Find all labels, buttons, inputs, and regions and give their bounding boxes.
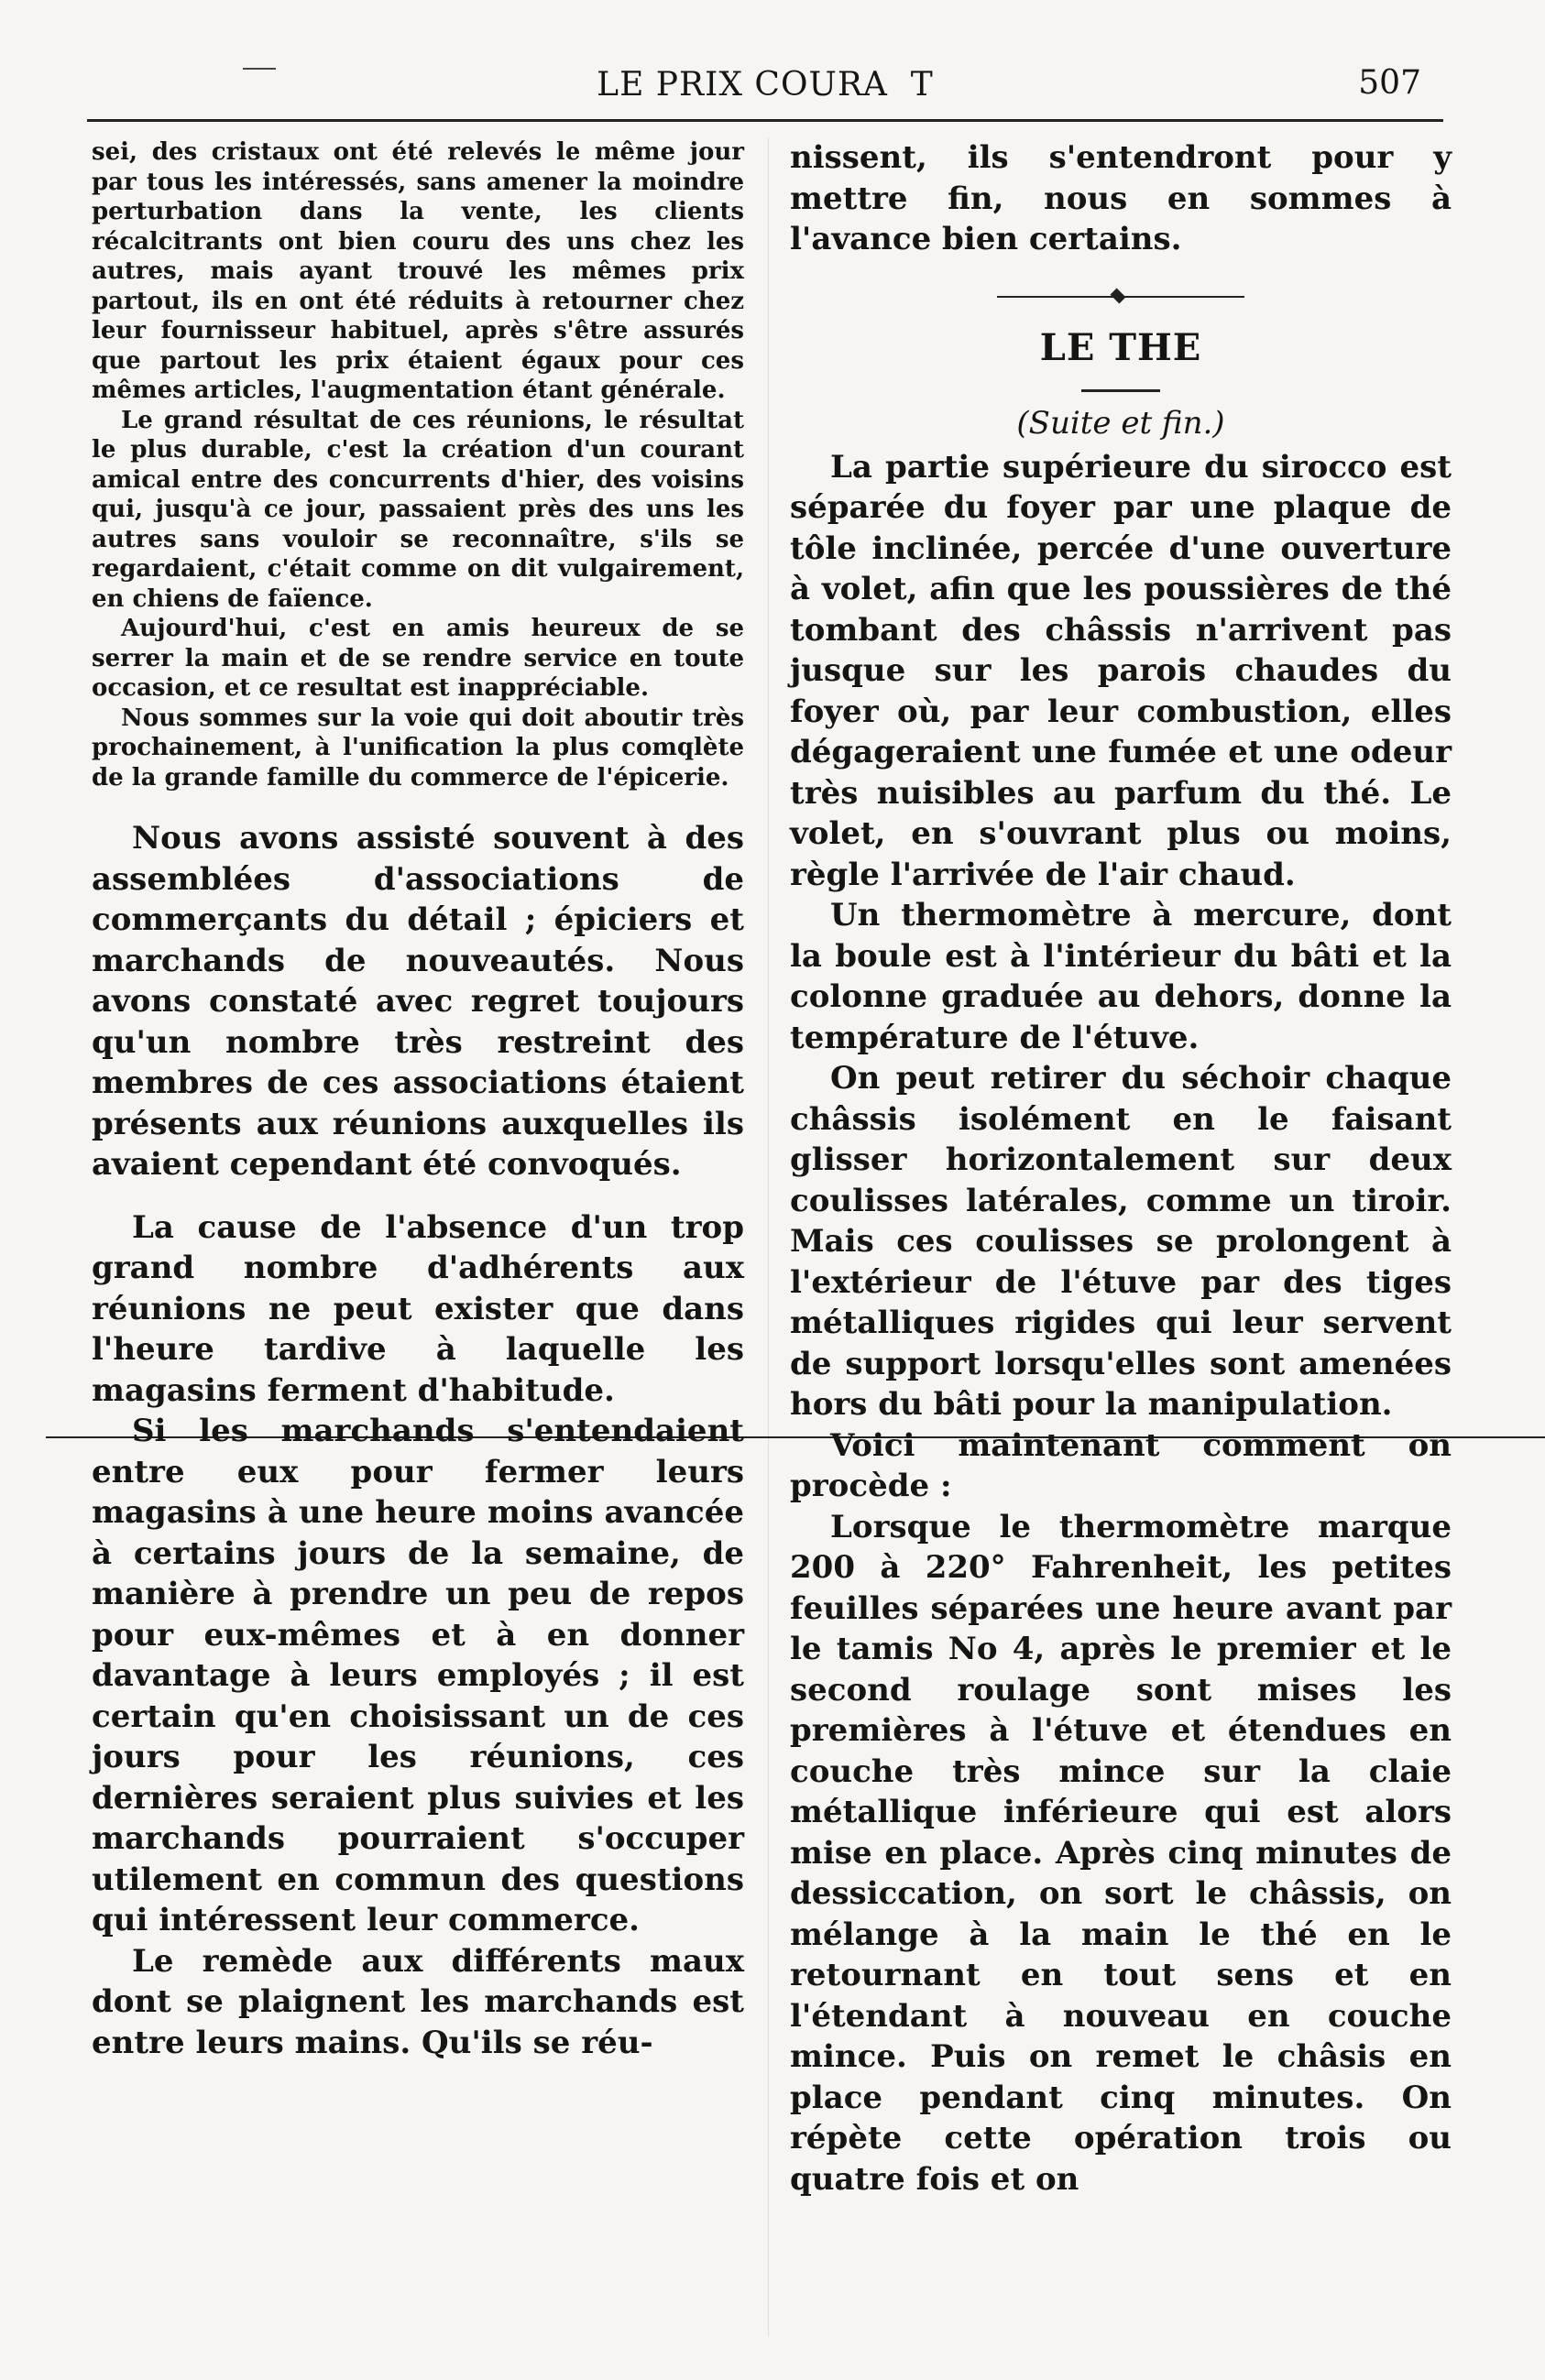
paragraph: Le remède aux différents maux dont se plaignent les marchands est entre leurs mains. Qu'ils se réu- bbox=[92, 1942, 744, 2061]
title-rule bbox=[1081, 389, 1160, 392]
paragraph: Un thermomètre à mercure, dont la boule est à l'intérieur du bâti et la colonne graduée au dehors, donne la température de l'étuve. bbox=[790, 897, 1452, 1056]
large-type-section bbox=[92, 818, 744, 2063]
paragraph: Si les marchands s'entendaient entre eux pour fermer leurs magasins à une heure moins avancée à certains jours de la semaine, de manière à prendre un peu de repos pour eux-mêmes et à en donner davantage à leurs employés ; il est certain qu'en choisissant un de ces jours pour les réunions, ces dernières seraient plus suivies et les marchands pourraient s'occuper utilement en commun des questions qui intéressent leur commerce. bbox=[92, 1413, 744, 1938]
diamond-ornament-icon bbox=[1111, 288, 1126, 303]
page-number: 507 bbox=[1358, 64, 1421, 102]
article-title: LE THE bbox=[1039, 325, 1202, 369]
left-column bbox=[92, 137, 744, 2063]
journal-title: LE PRIX COURA T bbox=[597, 66, 934, 104]
header-rule bbox=[87, 119, 1443, 122]
continued-paragraph: nissent, ils s'entendront pour y mettre fin, nous en sommes à l'avance bien certains. bbox=[790, 139, 1452, 257]
paragraph: Nous avons assisté souvent à des assemblées d'associations de commerçants du détail ; épiciers et marchands de nouveautés. Nous avons constaté avec regret toujours qu'un nombre très restreint des membres de ces associations étaient présents aux réunions auxquelles ils avaient cependant été convoqués. bbox=[92, 820, 744, 1183]
section-ornament bbox=[997, 288, 1244, 306]
small-type-section bbox=[92, 137, 744, 792]
paragraph: La partie supérieure du sirocco est séparée du foyer par une plaque de tôle inclinée, percée d'une ouverture à volet, afin que les poussières de thé tombant des châssis n'arrivent pas jusque sur les parois chaudes du foyer où, par leur combustion, elles dégageraient une fumée et une odeur très nuisibles au parfum du thé. Le volet, en s'ouvrant plus ou moins, règle l'arrivée de l'air chaud. bbox=[790, 448, 1452, 893]
paragraph: Lorsque le thermomètre marque 200 à 220° Fahrenheit, les petites feuilles séparées une heure avant par le tamis No 4, après le premier et le second roulage sont mises les premières à l'étuve et étendues en couche très mince sur la claie métallique inférieure qui est alors mise en place. Après cinq minutes de dessiccation, on sort le châssis, on mélange à la main le thé en le retournant en tout sens et en l'étendant à nouveau en couche mince. Puis on remet le châsis en place pendant cinq minutes. On répète cette opération trois ou quatre fois et on bbox=[790, 1508, 1452, 2198]
paragraph: Voici maintenant comment on procède : bbox=[790, 1426, 1452, 1504]
paragraph: sei, des cristaux ont été relevés le même jour par tous les intéressés, sans amener la moindre perturbation dans la vente, les clients récalcitrants ont bien couru des uns chez les autres, mais ayant trouvé les mêmes prix partout, ils en ont été réduits à retourner chez leur fournisseur habituel, après s'être assurés que partout les prix étaient égaux pour ces mêmes articles, l'augmentation étant générale. bbox=[92, 138, 744, 404]
running-header bbox=[87, 57, 1443, 112]
paragraph: Le grand résultat de ces réunions, le résultat le plus durable, c'est la création d'un courant amical entre des concurrents d'hier, des voisins qui, jusqu'à ce jour, passaient près des uns les autres sans vouloir se reconnaître, s'ils se regardaient, c'était comme on dit vulgairement, en chiens de faïence. bbox=[92, 406, 744, 613]
paragraph: La cause de l'absence d'un trop grand nombre d'adhérents aux réunions ne peut exister que dans l'heure tardive à laquelle les magasins ferment d'habitude. bbox=[92, 1208, 744, 1409]
paragraph: Nous sommes sur la voie qui doit aboutir très prochainement, à l'unification la plus comqlète de la grande famille du commerce de l'épicerie. bbox=[92, 704, 744, 792]
column-gutter bbox=[768, 137, 769, 2336]
paragraph: Aujourd'hui, c'est en amis heureux de se serrer la main et de se rendre service en toute occasion, et ce resultat est inappréciable. bbox=[92, 615, 744, 702]
paragraph: On peut retirer du séchoir chaque châssis isolément en le faisant glisser horizontalement sur deux coulisses latérales, comme un tiroir. Mais ces coulisses se prolongent à l'extérieur de l'étuve par des tiges métalliques rigides qui leur servent de support lorsqu'elles sont amenées hors du bâti pour la manipulation. bbox=[790, 1060, 1452, 1423]
article-subtitle: (Suite et fin.) bbox=[1016, 404, 1225, 442]
right-column bbox=[790, 137, 1452, 2200]
